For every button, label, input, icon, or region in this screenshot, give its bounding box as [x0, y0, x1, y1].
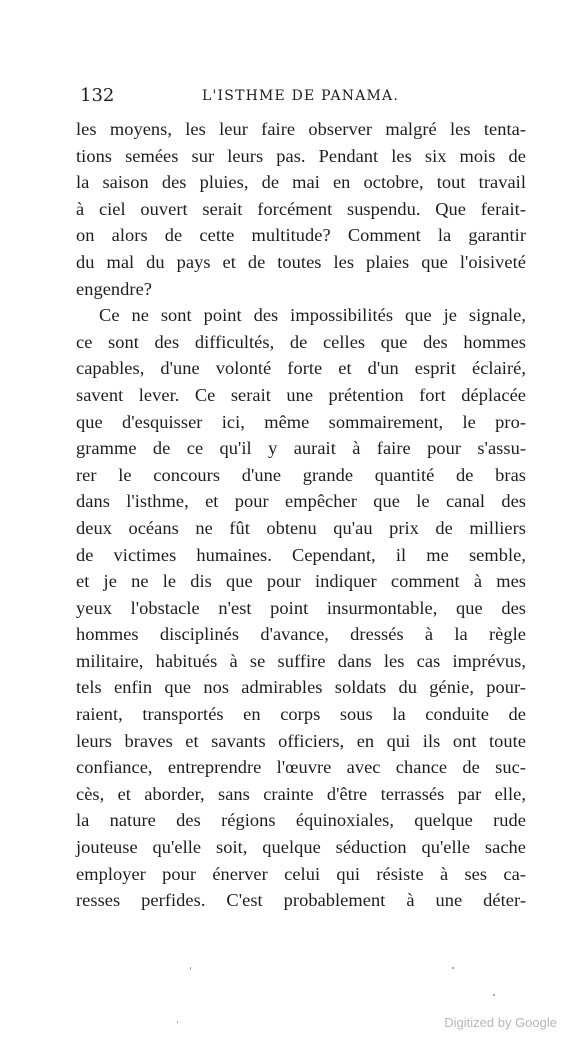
- page-header: [80, 85, 528, 109]
- text-line: et je ne le dis que pour indiquer comment à mes: [76, 571, 526, 592]
- text-line: la nature des régions équinoxiales, quelque rude: [76, 810, 526, 831]
- text-line: engendre?: [76, 278, 153, 299]
- text-line: cès, et aborder, sans crainte d'être terrassés par elle,: [76, 783, 526, 804]
- text-line: jouteuse qu'elle soit, quelque séduction qu'elle sache: [76, 837, 526, 858]
- text-line: savent lever. Ce serait une prétention fort déplacée: [76, 384, 526, 405]
- text-line: tions semées sur leurs pas. Pendant les six mois de: [76, 145, 526, 166]
- text-line: tels enfin que nos admirables soldats du génie, pour-: [76, 677, 526, 698]
- text-line: gramme de ce qu'il y aurait à faire pour s'assu-: [76, 438, 526, 459]
- text-line: dans l'isthme, et pour empêcher que le canal des: [76, 491, 526, 512]
- text-line: on alors de cette multitude? Comment la garantir: [76, 225, 526, 246]
- text-line: leurs braves et savants officiers, en qui ils ont toute: [76, 730, 526, 751]
- text-line: de victimes humaines. Cependant, il me semble,: [76, 544, 526, 565]
- text-line: raient, transportés en corps sous la conduite de: [76, 704, 526, 725]
- text-line: resses perfides. C'est probablement à une déter-: [76, 890, 526, 911]
- text-line: militaire, habitués à se suffire dans les cas imprévus,: [76, 650, 526, 671]
- text-line: rer le concours d'une grande quantité de bras: [76, 464, 526, 485]
- text-line: du mal du pays et de toutes les plaies que l'oisiveté: [76, 251, 526, 272]
- text-line: ce sont des difficultés, de celles que des hommes: [76, 331, 526, 352]
- page-number: 132: [80, 85, 115, 106]
- text-line: la saison des pluies, de mai en octobre, tout travail: [76, 172, 526, 193]
- text-line: capables, d'une volonté forte et d'un esprit éclairé,: [76, 358, 526, 379]
- text-line: les moyens, les leur faire observer malgré les tenta-: [76, 119, 526, 139]
- paper-speck: [177, 1021, 178, 1023]
- text-line: Ce ne sont point des impossibilités que je signale,: [99, 305, 526, 326]
- text-line: que d'esquisser ici, même sommairement, le pro-: [76, 411, 526, 432]
- running-head: L'ISTHME DE PANAMA.: [202, 88, 400, 104]
- text-line: employer pour énerver celui qui résiste à ses ca-: [76, 863, 526, 884]
- paper-speck: [493, 994, 495, 996]
- text-line: yeux l'obstacle n'est point insurmontable, que des: [76, 597, 526, 618]
- paper-speck: [190, 967, 191, 970]
- paper-speck: [452, 967, 454, 969]
- digitized-watermark: Digitized by Google: [444, 1015, 557, 1030]
- text-line: à ciel ouvert serait forcément suspendu. Que ferait-: [76, 198, 526, 219]
- text-line: hommes disciplinés d'avance, dressés à la règle: [76, 624, 526, 645]
- text-line: deux océans ne fût obtenu qu'au prix de milliers: [76, 517, 526, 538]
- text-line: confiance, entreprendre l'œuvre avec chance de suc-: [76, 757, 526, 778]
- body-text: [76, 116, 526, 914]
